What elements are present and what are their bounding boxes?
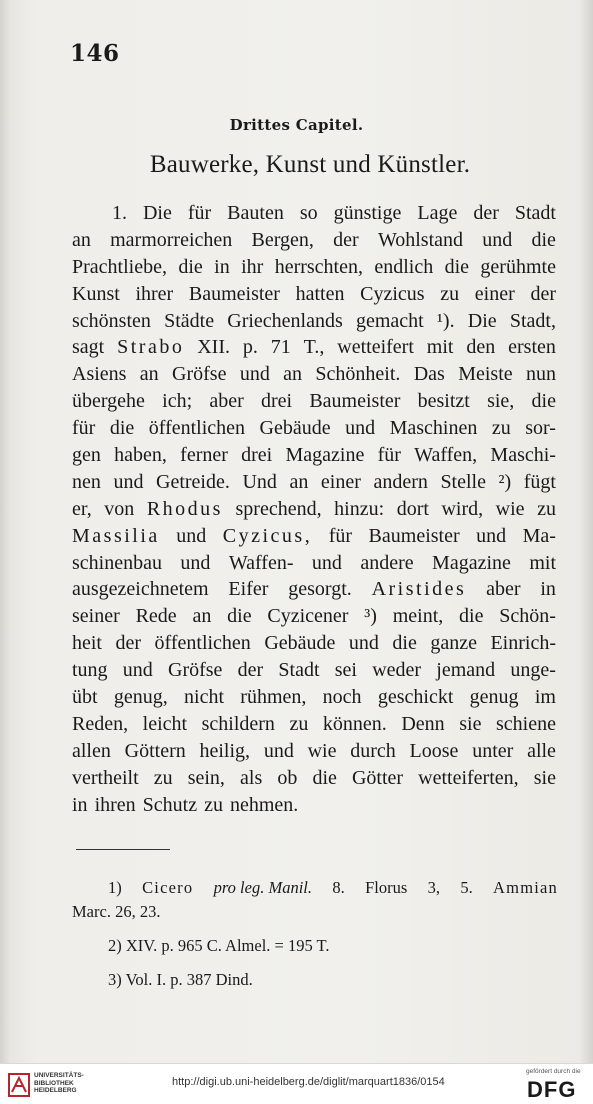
body-line bbox=[72, 415, 556, 442]
body-word: Aristides bbox=[371, 578, 467, 601]
body-word: der bbox=[237, 659, 264, 682]
body-word: schildern bbox=[201, 712, 275, 735]
body-word: nehmen. bbox=[229, 793, 299, 816]
body-word: aber bbox=[209, 390, 244, 413]
body-word: Strabo bbox=[117, 336, 185, 359]
body-word: in bbox=[540, 578, 556, 601]
body-word: genug bbox=[469, 686, 519, 709]
body-word: Cyzicener bbox=[267, 605, 349, 628]
body-word: die bbox=[459, 605, 484, 628]
body-word: Schutz bbox=[142, 793, 198, 816]
body-line bbox=[72, 200, 556, 227]
body-word: Magazine bbox=[285, 444, 365, 467]
body-word: die bbox=[531, 228, 556, 251]
body-word: wie bbox=[307, 739, 337, 762]
body-word: heilig, bbox=[199, 739, 251, 762]
body-word: als bbox=[240, 766, 263, 789]
body-word: Städte bbox=[164, 309, 215, 332]
body-word: mit bbox=[426, 336, 454, 359]
body-word: drei bbox=[241, 444, 273, 467]
body-word: günstige bbox=[333, 202, 402, 224]
body-word: wetteiferten, bbox=[418, 766, 519, 789]
body-word: vertheilt bbox=[72, 766, 139, 789]
body-word: Kunst bbox=[72, 282, 120, 305]
body-word: und bbox=[476, 524, 507, 547]
chapter-heading: Drittes Capitel. bbox=[229, 116, 364, 134]
body-line bbox=[72, 281, 556, 308]
body-word: sie bbox=[459, 712, 482, 735]
body-word: im bbox=[534, 686, 556, 709]
body-word: dort bbox=[396, 497, 429, 520]
body-word: die bbox=[312, 766, 337, 789]
body-word: 1. bbox=[112, 202, 127, 224]
body-word: Die bbox=[467, 309, 497, 332]
body-line bbox=[72, 603, 556, 630]
body-word: 71 bbox=[270, 336, 291, 359]
body-line bbox=[72, 254, 556, 281]
body-word: zu bbox=[204, 793, 223, 816]
body-word: Rede bbox=[135, 605, 177, 628]
body-line bbox=[72, 711, 556, 738]
body-word: Waffen- bbox=[228, 551, 294, 574]
body-line bbox=[72, 442, 556, 469]
body-word: Gebäude bbox=[264, 632, 336, 655]
footnote-word: Cicero bbox=[142, 878, 194, 897]
dfg-logo: DFG bbox=[527, 1077, 577, 1102]
body-word: und bbox=[345, 417, 376, 440]
body-word: an bbox=[283, 363, 303, 386]
body-word: wetteifert bbox=[337, 336, 414, 359]
library-name-line: HEIDELBERG bbox=[34, 1087, 77, 1094]
body-word: der bbox=[115, 632, 142, 655]
funded-by-caption: gefördert durch die bbox=[526, 1068, 581, 1075]
body-word: hinzu: bbox=[334, 497, 385, 520]
body-word: Die bbox=[142, 202, 172, 224]
body-word: die bbox=[444, 255, 470, 278]
body-word: Gröfse bbox=[172, 363, 227, 386]
body-word: p. bbox=[242, 336, 258, 359]
body-word: Stadt, bbox=[509, 309, 556, 332]
body-word: Göttern bbox=[124, 739, 186, 762]
body-word: wird, bbox=[441, 497, 484, 520]
university-library-logo-icon bbox=[8, 1070, 30, 1098]
body-word: gerühmte bbox=[480, 255, 556, 278]
footnote-word: Ammian bbox=[493, 878, 558, 897]
body-word: besitzt bbox=[417, 390, 470, 413]
permalink-url[interactable]: http://digi.ub.uni-heidelberg.de/diglit/marquart1836/0154 bbox=[172, 1076, 445, 1088]
body-word: marmorreichen bbox=[110, 228, 233, 251]
body-word: Lage bbox=[417, 202, 458, 224]
viewer-footer bbox=[0, 1063, 593, 1104]
body-word: unge- bbox=[510, 659, 556, 682]
body-line bbox=[72, 308, 556, 335]
body-word: an bbox=[289, 470, 309, 493]
body-word: die bbox=[227, 605, 252, 628]
body-word: sie bbox=[533, 766, 556, 789]
body-word: XII. bbox=[197, 336, 230, 359]
body-word: Wohlstand bbox=[377, 228, 464, 251]
body-word: hatten bbox=[295, 282, 345, 305]
body-word: die bbox=[531, 390, 556, 413]
body-word: Getreide. bbox=[156, 470, 230, 493]
body-word: ihren bbox=[94, 793, 136, 816]
body-word: zu bbox=[153, 766, 173, 789]
body-word: und bbox=[263, 739, 294, 762]
body-word: an bbox=[139, 363, 159, 386]
body-word: öffentlichen bbox=[154, 632, 251, 655]
footnote-word: pro leg. Manil. bbox=[213, 878, 313, 897]
body-line bbox=[72, 738, 556, 765]
body-word: die bbox=[392, 632, 417, 655]
body-word: und bbox=[180, 551, 211, 574]
body-word: Stadt bbox=[278, 659, 320, 682]
body-word: Asiens bbox=[72, 363, 127, 386]
body-word: wie bbox=[495, 497, 525, 520]
body-word: ob bbox=[277, 766, 298, 789]
body-word: Einrich- bbox=[490, 632, 556, 655]
body-word: so bbox=[299, 202, 318, 224]
body-word: gesorgt. bbox=[288, 578, 352, 601]
body-word: und bbox=[239, 363, 270, 386]
body-word: Maschi- bbox=[490, 444, 556, 467]
body-word: Das bbox=[413, 363, 445, 386]
body-word: Stadt bbox=[514, 202, 556, 224]
footnote-word: 5. bbox=[460, 878, 473, 897]
library-name-line: UNIVERSITÄTS- bbox=[34, 1072, 84, 1079]
body-word: Gröfse bbox=[168, 659, 223, 682]
body-word: ich; bbox=[162, 390, 193, 413]
body-word: und bbox=[348, 632, 379, 655]
body-word: zu bbox=[440, 282, 460, 305]
body-word: meint, bbox=[392, 605, 444, 628]
footnote-2: 2) XIV. p. 965 C. Almel. = 195 T. bbox=[108, 936, 330, 955]
body-word: den bbox=[466, 336, 496, 359]
body-word: Denn bbox=[401, 712, 445, 735]
footnote-3: 3) Vol. I. p. 387 Dind. bbox=[108, 970, 253, 989]
footnote-word: 8. bbox=[332, 878, 345, 897]
body-line bbox=[72, 765, 556, 792]
body-word: und bbox=[122, 659, 153, 682]
body-word: endlich bbox=[374, 255, 434, 278]
body-word: mit bbox=[529, 551, 556, 574]
body-word: sagt bbox=[72, 336, 105, 359]
body-word: Schönheit. bbox=[315, 363, 401, 386]
body-word: ¹). bbox=[436, 309, 455, 332]
body-word: ihr bbox=[241, 255, 264, 278]
body-word: die bbox=[178, 255, 203, 278]
body-line bbox=[72, 630, 556, 657]
body-word: nicht bbox=[184, 686, 225, 709]
body-word: haben, bbox=[114, 444, 167, 467]
footnote-rule bbox=[76, 849, 170, 850]
body-word: weder bbox=[372, 659, 422, 682]
body-word: andere bbox=[360, 551, 414, 574]
footnote-word: 3, bbox=[427, 878, 440, 897]
body-word: an bbox=[192, 605, 212, 628]
body-word: ausgezeichnetem bbox=[72, 578, 209, 601]
body-word: geschickt bbox=[377, 686, 454, 709]
body-word: für bbox=[377, 444, 401, 467]
body-word: und bbox=[311, 551, 342, 574]
body-word: übt bbox=[72, 686, 98, 709]
body-word: nun bbox=[525, 363, 556, 386]
body-word: sor- bbox=[525, 417, 556, 440]
body-word: heit bbox=[72, 632, 102, 655]
body-word: die bbox=[109, 417, 135, 440]
body-word: können. bbox=[322, 712, 387, 735]
library-name-line: BIBLIOTHEK bbox=[34, 1079, 74, 1087]
footnote-word: Florus bbox=[365, 878, 408, 897]
body-word: gen bbox=[72, 444, 101, 467]
body-word: noch bbox=[322, 686, 362, 709]
body-word: alle bbox=[527, 739, 556, 762]
body-line bbox=[72, 576, 556, 603]
body-word: Bergen, bbox=[251, 228, 314, 251]
body-word: Loose bbox=[409, 739, 459, 762]
body-word: nen bbox=[72, 470, 101, 493]
body-word: und bbox=[482, 228, 513, 251]
body-line bbox=[72, 334, 556, 361]
body-word: Reden, bbox=[72, 712, 129, 735]
body-word: in bbox=[72, 793, 88, 816]
body-word: ferner bbox=[180, 444, 228, 467]
body-word: sprechend, bbox=[235, 497, 322, 520]
body-word: durch bbox=[350, 739, 396, 762]
body-word: von bbox=[104, 497, 135, 520]
body-word: schinenbau bbox=[72, 551, 162, 574]
footnote-word: 1) bbox=[108, 878, 122, 897]
body-word: Magazine bbox=[432, 551, 511, 574]
body-line bbox=[72, 657, 556, 684]
body-word: übergehe bbox=[72, 390, 145, 413]
body-word: in bbox=[214, 255, 230, 278]
body-word: ²) bbox=[498, 470, 512, 493]
body-word: an bbox=[72, 228, 91, 251]
body-line bbox=[72, 550, 556, 577]
body-word: Prachtliebe, bbox=[72, 255, 167, 278]
body-word: Baumeister bbox=[188, 282, 280, 305]
body-line bbox=[72, 469, 556, 496]
page-number: 146 bbox=[70, 40, 120, 67]
body-word: sie, bbox=[487, 390, 515, 413]
body-word: Stelle bbox=[440, 470, 486, 493]
body-word: Schön- bbox=[499, 605, 556, 628]
body-word: tung bbox=[72, 659, 108, 682]
body-word: unter bbox=[472, 739, 514, 762]
body-word: für bbox=[72, 417, 96, 440]
body-word: sei bbox=[334, 659, 357, 682]
body-word: rühmen, bbox=[240, 686, 307, 709]
footnotes bbox=[72, 876, 558, 992]
body-word: drei bbox=[261, 390, 293, 413]
body-word: aber bbox=[486, 578, 521, 601]
body-word: Götter bbox=[351, 766, 404, 789]
body-word: allen bbox=[72, 739, 111, 762]
body-word: Eifer bbox=[228, 578, 269, 601]
body-word: zu bbox=[289, 712, 309, 735]
body-word: Waffen, bbox=[414, 444, 478, 467]
body-word: Cyzicus, bbox=[222, 524, 313, 547]
body-word: Maschinen bbox=[389, 417, 478, 440]
body-line bbox=[72, 496, 556, 523]
body-word: herrschten, bbox=[274, 255, 363, 278]
body-word: Und bbox=[242, 470, 277, 493]
body-line bbox=[72, 227, 556, 254]
section-title: Bauwerke, Kunst und Künstler. bbox=[149, 151, 471, 178]
body-word: der bbox=[530, 282, 556, 305]
body-word: zu bbox=[537, 497, 556, 520]
body-word: schönsten bbox=[72, 309, 151, 332]
body-word: Massilia bbox=[72, 524, 160, 547]
body-word: fügt bbox=[523, 470, 556, 493]
body-word: seiner bbox=[72, 605, 120, 628]
body-word: schiene bbox=[496, 712, 556, 735]
body-line bbox=[72, 388, 556, 415]
body-word: Bauten bbox=[227, 202, 284, 224]
body-word: T., bbox=[303, 336, 325, 359]
footnote-1-continuation: Marc. 26, 23. bbox=[72, 902, 161, 921]
body-word: Cyzicus bbox=[360, 282, 425, 305]
body-line bbox=[72, 792, 556, 819]
body-line bbox=[72, 523, 556, 550]
body-word: ³) bbox=[364, 605, 377, 628]
body-line bbox=[72, 684, 556, 711]
body-word: Gebäude bbox=[259, 417, 331, 440]
body-word: sein, bbox=[187, 766, 225, 789]
body-word: einer bbox=[320, 470, 361, 493]
body-word: öffentlichen bbox=[148, 417, 246, 440]
body-word: Baumeister bbox=[309, 390, 401, 413]
body-word: und bbox=[113, 470, 144, 493]
body-word: jemand bbox=[436, 659, 496, 682]
body-word: der bbox=[473, 202, 499, 224]
body-word: ersten bbox=[508, 336, 556, 359]
body-word: einer bbox=[474, 282, 515, 305]
body-word: Rhodus bbox=[146, 497, 223, 520]
body-word: leicht bbox=[142, 712, 188, 735]
body-word: er, bbox=[72, 497, 92, 520]
body-paragraph bbox=[72, 200, 556, 818]
footnote-1 bbox=[72, 876, 558, 900]
body-word: ihrer bbox=[135, 282, 174, 305]
body-word: gemacht bbox=[355, 309, 424, 332]
body-line bbox=[72, 361, 556, 388]
body-word: andern bbox=[373, 470, 428, 493]
library-name bbox=[34, 1072, 84, 1095]
body-word: Meiste bbox=[458, 363, 513, 386]
body-word: zu bbox=[491, 417, 511, 440]
body-word: Griechenlands bbox=[227, 309, 343, 332]
body-word: für bbox=[328, 524, 353, 547]
body-word: genug, bbox=[113, 686, 168, 709]
body-word: für bbox=[187, 202, 212, 224]
body-word: Ma- bbox=[522, 524, 556, 547]
body-word: ganze bbox=[430, 632, 477, 655]
body-word: und bbox=[176, 524, 207, 547]
body-word: der bbox=[333, 228, 359, 251]
body-word: Baumeister bbox=[368, 524, 460, 547]
